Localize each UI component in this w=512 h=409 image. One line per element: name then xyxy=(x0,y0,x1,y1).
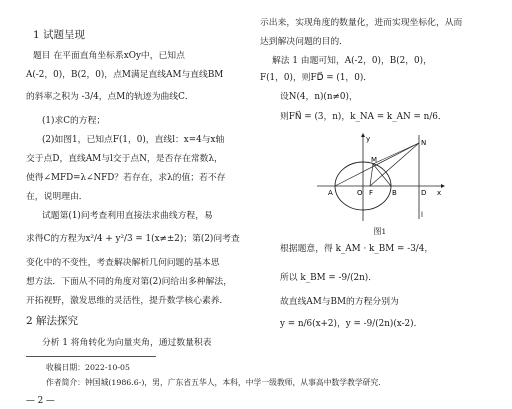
section-heading-2: 2 解法探究 xyxy=(26,315,79,327)
section-heading-1: 1 试题呈现 xyxy=(33,29,86,41)
problem-line: 使得∠MFD=λ∠NFD？若存在，求λ的值；若不存 xyxy=(26,173,226,183)
text-line: 达到解决问题的目的． xyxy=(260,37,348,47)
solution-line: 设N(4，n)(n≠0)， xyxy=(280,92,358,102)
commentary-line: 想方法．下面从不同的角度对第(2)问给出多种解法， xyxy=(26,277,232,287)
commentary-line: 试题第(1)问考查利用直接法求曲线方程，易 xyxy=(42,211,213,221)
problem-line: 题目 在平面直角坐标系xOy中，已知点 xyxy=(33,51,185,61)
label-l: l xyxy=(421,211,423,219)
x-axis-arrow xyxy=(441,184,445,188)
figure-1 xyxy=(315,133,445,223)
analysis-line: 分析 1 将角转化为向量夹角，通过数量积表 xyxy=(42,338,212,348)
received-date: 收稿日期：2022-10-05 xyxy=(46,363,130,372)
commentary-line: 变化中的不变性，考查解决解析几何问题的基本思 xyxy=(26,258,220,268)
problem-line: A(-2，0)，B(2，0)，点M满足直线AM与直线BM xyxy=(26,70,224,80)
commentary-line: 开拓视野，激发思维的灵活性，提升数学核心素养． xyxy=(26,296,229,306)
label-o: O xyxy=(357,189,363,197)
label-m: M xyxy=(371,156,378,164)
solution-line: 所以 k_BM = -9/(2n)． xyxy=(280,273,378,283)
label-f: F xyxy=(369,189,374,197)
label-y: y xyxy=(366,135,371,143)
solution-line: 故直线AM与BM的方程分别为 xyxy=(280,297,399,307)
problem-line: 交于点D，直线AM与l交于点N，是否存在常数λ， xyxy=(26,154,223,164)
author-bio: 作者简介：钟国城(1986.6-)，男，广东省五华人，本科，中学一级教师，从事高中数学教学研究． xyxy=(46,378,387,387)
label-a: A xyxy=(328,189,333,197)
figure-caption: 图1 xyxy=(373,227,387,236)
label-x: x xyxy=(437,189,442,197)
y-axis-arrow xyxy=(361,133,365,137)
footnote-rule xyxy=(26,356,156,357)
solution-line: y = n/6(x+2)，y = -9/(2n)(x-2)． xyxy=(280,319,423,329)
label-b: B xyxy=(392,189,397,197)
problem-line: 的斜率之积为 -3/4，点M的轨迹为曲线C． xyxy=(26,92,194,102)
text-line: 示出来，实现角度的数量化，进而实现坐标化，从而 xyxy=(260,18,463,28)
commentary-line: 求得C的方程为x²/4 + y²/3 = 1(x≠±2)；第(2)问考查 xyxy=(26,234,240,244)
problem-line: (1)求C的方程； xyxy=(42,116,106,126)
problem-line: (2)如图1，已知点F(1，0)，直线l：x=4与x轴 xyxy=(42,135,225,145)
solution-line: 根据题意，得 k_AM · k_BM = -3/4， xyxy=(280,244,434,254)
solution-line: 解法 1 由题可知，A(-2，0)，B(2，0)， xyxy=(272,56,432,66)
problem-line: 在，说明理由． xyxy=(26,192,88,202)
label-d: D xyxy=(421,189,427,197)
solution-line: F(1，0)，则FD⃗ = (1，0)． xyxy=(260,73,373,83)
page-number: — 2 — xyxy=(26,396,55,406)
label-n: N xyxy=(421,139,427,147)
solution-line: 则FN⃗ = (3，n)，k_NA = k_AN = n/6． xyxy=(280,112,447,122)
line-mn xyxy=(373,143,419,164)
